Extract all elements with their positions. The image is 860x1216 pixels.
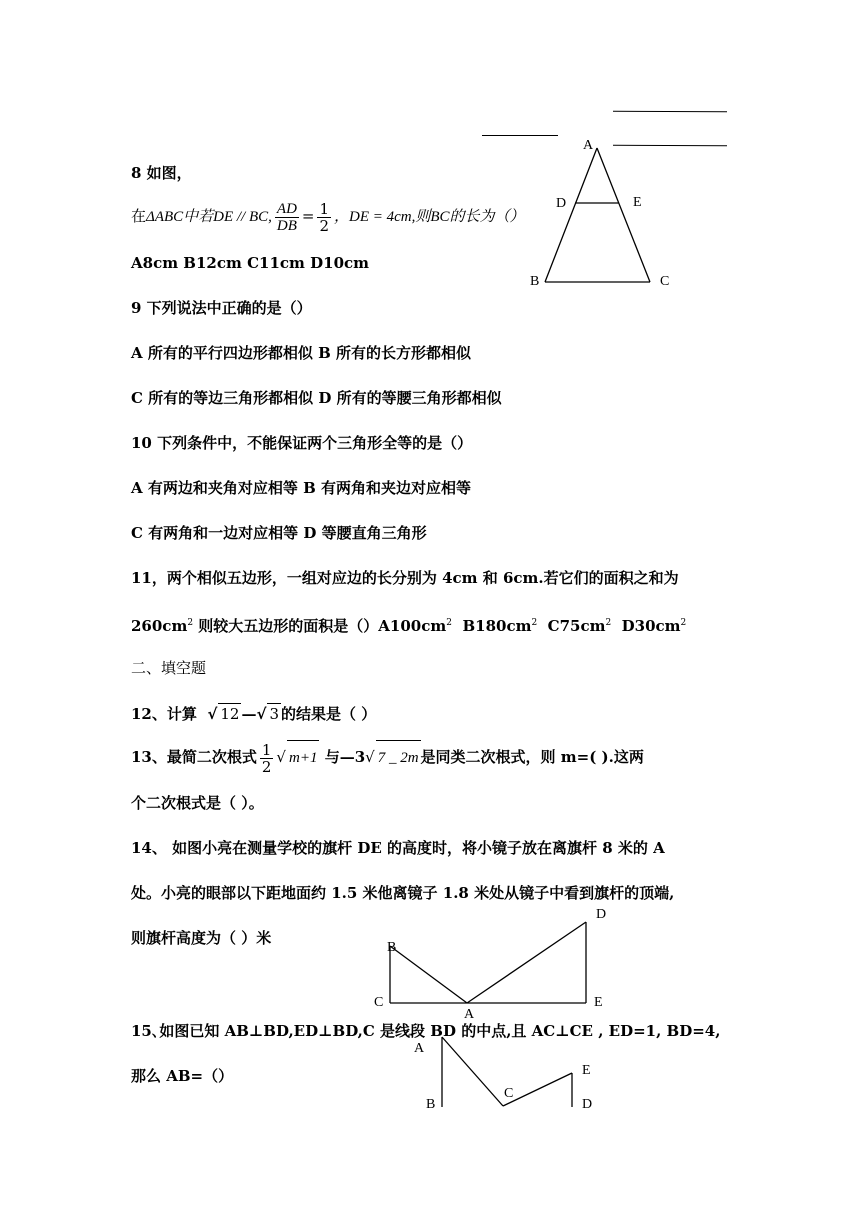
- q8-stem-cond: ΔABC中若DE // BC,: [146, 209, 272, 225]
- fig14-label-e: E: [594, 995, 603, 1010]
- q11-sup: 2: [605, 618, 612, 628]
- q9-options-ab: A 所有的平行四边形都相似 B 所有的长方形都相似: [131, 344, 471, 362]
- segment-ab: [545, 148, 597, 282]
- fig15-label-e: E: [582, 1063, 591, 1078]
- q8-equals: =: [301, 207, 315, 225]
- q12-suffix: 的结果是（ ）: [281, 705, 377, 723]
- fig8-label-d: D: [556, 196, 567, 211]
- q12-radicand2: 3: [269, 705, 279, 723]
- q14-line3: 则旗杆高度为（ ）米: [131, 929, 272, 947]
- segment-ce: [503, 1073, 572, 1106]
- q11-sup: 2: [680, 618, 687, 628]
- q11-t4: C75cm: [547, 617, 606, 635]
- q13-radicand2: 7 _ 2m: [376, 740, 421, 775]
- q8-stem-prefix: 在: [131, 207, 147, 225]
- figure-q8-triangle: [545, 148, 650, 282]
- q8-frac2-num: 1: [319, 199, 330, 218]
- q8-frac2-den: 2: [319, 216, 330, 235]
- q10-options-ab: A 有两边和夹角对应相等 B 有两角和夹边对应相等: [131, 479, 471, 497]
- fig15-label-b: B: [426, 1097, 436, 1112]
- q13-mid: 与—3: [324, 748, 366, 766]
- q13-frac-den: 2: [261, 757, 272, 776]
- q11-t2: 则较大五边形的面积是（）A100cm: [198, 617, 447, 635]
- radical-sign: √: [256, 705, 267, 723]
- segment-ba: [390, 946, 467, 1003]
- q13-suffix: 是同类二次根式，则 m=( ).这两: [420, 748, 644, 766]
- q12-prefix: 12、计算: [131, 705, 197, 723]
- radical-sign: √: [276, 748, 286, 766]
- fig8-label-c: C: [660, 274, 670, 289]
- q13-radicand1: m+1: [287, 740, 319, 775]
- fig14-label-b: B: [387, 940, 397, 955]
- q10-options-cd: C 有两角和一边对应相等 D 等腰直角三角形: [131, 524, 427, 542]
- q11-sup: 2: [531, 618, 538, 628]
- q10-title: 10 下列条件中，不能保证两个三角形全等的是（）: [131, 434, 473, 452]
- radical-sign: √: [365, 748, 375, 766]
- q11-t1: 260cm: [131, 617, 188, 635]
- q8-options: A8cm B12cm C11cm D10cm: [131, 254, 370, 272]
- fig8-label-e: E: [633, 195, 642, 210]
- figure-q14-flagpole: [390, 922, 586, 1003]
- q11-t3: B180cm: [462, 617, 532, 635]
- q9-options-cd: C 所有的等边三角形都相似 D 所有的等腰三角形都相似: [131, 389, 502, 407]
- q13-line2: 个二次根式是（ ）。: [131, 794, 264, 812]
- q8-title: 8 如图，: [131, 164, 192, 182]
- fig15-label-d: D: [582, 1097, 593, 1112]
- fig8-label-b: B: [530, 274, 540, 289]
- section-heading: 二、填空题: [131, 659, 207, 677]
- fig14-label-a: A: [464, 1007, 475, 1022]
- q8-frac-den: DB: [276, 217, 297, 234]
- q11-sup: 2: [446, 618, 452, 628]
- q12-radicand1: 12: [220, 705, 240, 723]
- q11-sup: 2: [187, 618, 194, 628]
- q12-minus: —: [241, 705, 257, 723]
- q14-line1: 14、 如图小亮在测量学校的旗杆 DE 的高度时，将小镜子放在离旗杆 8 米的 A: [131, 839, 665, 857]
- q13-frac-num: 1: [261, 740, 272, 759]
- radical-sign: √: [207, 705, 218, 723]
- fig8-label-a: A: [583, 138, 594, 153]
- q8-stem-rest: ，DE = 4cm,则BC的长为（）: [334, 209, 525, 225]
- q8-frac-num: AD: [276, 200, 297, 217]
- q15-line1: 15､如图已知 AB⊥BD,ED⊥BD,C 是线段 BD 的中点,且 AC⊥CE , ED=1, BD=4,: [131, 1022, 721, 1040]
- segment-ad: [467, 922, 586, 1003]
- segment-ac: [597, 148, 650, 282]
- fig15-label-a: A: [414, 1041, 425, 1056]
- segment-ac: [442, 1037, 503, 1106]
- q14-line2: 处。小亮的眼部以下距地面约 1.5 米他离镜子 1.8 米处从镜子中看到旗杆的顶端,: [131, 884, 675, 902]
- q11-line1: 11，两个相似五边形，一组对应边的长分别为 4cm 和 6cm.若它们的面积之和为: [131, 569, 679, 587]
- fig14-label-c: C: [374, 995, 384, 1010]
- q11-t5: D30cm: [621, 617, 681, 635]
- q9-title: 9 下列说法中正确的是（）: [131, 299, 312, 317]
- fig15-label-c: C: [504, 1086, 514, 1101]
- fig14-label-d: D: [596, 907, 607, 922]
- q13-prefix: 13、最简二次根式: [131, 748, 257, 766]
- q15-line2: 那么 AB=（）: [131, 1067, 234, 1085]
